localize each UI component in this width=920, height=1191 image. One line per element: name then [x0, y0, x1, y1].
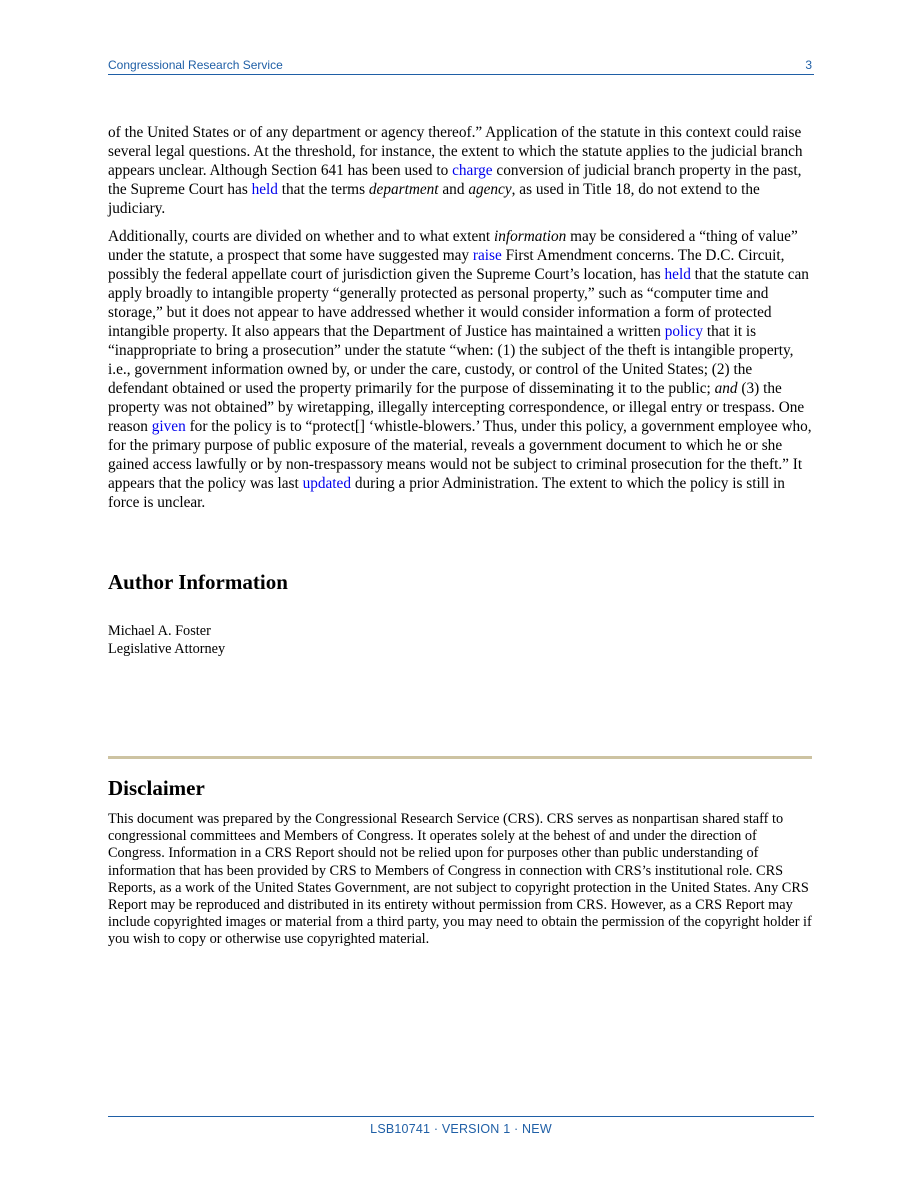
paragraph-1: [108, 123, 814, 218]
text-run: , as used in Title 18, do not extend to the judiciary.: [108, 181, 760, 217]
text-run: during a prior Administration. The extent to which the policy is still in force is unclear.: [108, 475, 785, 511]
page-number: 3: [805, 58, 812, 72]
link-updated[interactable]: updated: [302, 475, 351, 492]
text-run: First Amendment concerns. The D.C. Circuit, possibly the federal appellate court of jurisdiction given the Supreme Court’s location, has: [108, 247, 785, 283]
author-information-heading: Author Information: [108, 570, 288, 594]
text-run: (3) the property was not obtained” by wiretapping, illegally intercepting correspondence, or illegal entry or trespass. One reason: [108, 380, 805, 435]
link-held-supreme-court[interactable]: held: [251, 181, 278, 198]
body-text: [108, 123, 814, 521]
disclaimer-text: This document was prepared by the Congressional Research Service (CRS). CRS serves as nonpartisan shared staff to congressional committees and Members of Congress. It operates solely at the behest of and under the direction of Congress. Information in a CRS Report should not be relied upon for purposes other than public understanding of information that has been provided by CRS to Members of Congress in connection with CRS’s institutional role. CRS Reports, as a work of the United States Government, are not subject to copyright protection in the United States. Any CRS Report may be reproduced and distributed in its entirety without permission from CRS. However, as a CRS Report may include copyrighted images or material from a third party, you may need to obtain the permission of the copyright holder if you wish to copy or otherwise use copyrighted material.: [108, 811, 812, 948]
link-given[interactable]: given: [151, 418, 186, 435]
author-name: Michael A. Foster: [108, 623, 211, 639]
author-title: Legislative Attorney: [108, 640, 226, 657]
header-org-name: Congressional Research Service: [108, 58, 283, 72]
link-charge[interactable]: charge: [452, 162, 493, 179]
emphasis-information: information: [494, 228, 567, 245]
text-run: for the policy is to “protect[] ‘whistle-blowers.’ Thus, under this policy, a government employee who, for the primary purpose of public exposure of the material, reveals a government document to which he or she gained access lawfully or by non-trespassory means would not be subject to criminal prosecution for the theft.” It appears that the policy was last: [108, 418, 812, 492]
link-held-dc-circuit[interactable]: held: [664, 266, 691, 283]
author-block: [108, 623, 225, 658]
paragraph-2: [108, 227, 814, 512]
text-run: conversion of judicial branch property in the past, the Supreme Court has: [108, 162, 802, 198]
link-raise[interactable]: raise: [472, 247, 502, 264]
section-divider: [108, 756, 812, 759]
page-header: [108, 58, 814, 75]
page-footer: LSB10741 · VERSION 1 · NEW: [108, 1116, 814, 1136]
disclaimer-heading: Disclaimer: [108, 776, 205, 800]
text-run: that the statute can apply broadly to intangible property “generally protected as personal property,” such as “computer time and storage,” but it does not appear to have addressed whether it would consider information a form of protected intangible property. It also appears that the Department of Justice has maintained a written: [108, 266, 809, 340]
text-run: that it is “inappropriate to bring a prosecution” under the statute “when: (1) the subject of the theft is intangible property, i.e., government information owned by, or under the care, custody, or control of the United States; (2) the defendant obtained or used the property primarily for the purpose of disseminating it to the public;: [108, 323, 794, 397]
emphasis-department: department: [368, 181, 439, 198]
text-run: Additionally, courts are divided on whether and to what extent: [108, 228, 494, 245]
emphasis-and: and: [714, 380, 738, 397]
link-policy[interactable]: policy: [664, 323, 703, 340]
text-run: and: [438, 181, 469, 198]
text-run: may be considered a “thing of value” under the statute, a prospect that some have suggested may: [108, 228, 798, 264]
text-run: that the terms: [277, 181, 369, 198]
text-run: of the United States or of any department or agency thereof.” Application of the statute in this context could raise several legal questions. At the threshold, for instance, the extent to which the statute applies to the judicial branch appears unclear. Although Section 641 has been used to: [108, 124, 803, 179]
emphasis-agency: agency: [468, 181, 512, 198]
